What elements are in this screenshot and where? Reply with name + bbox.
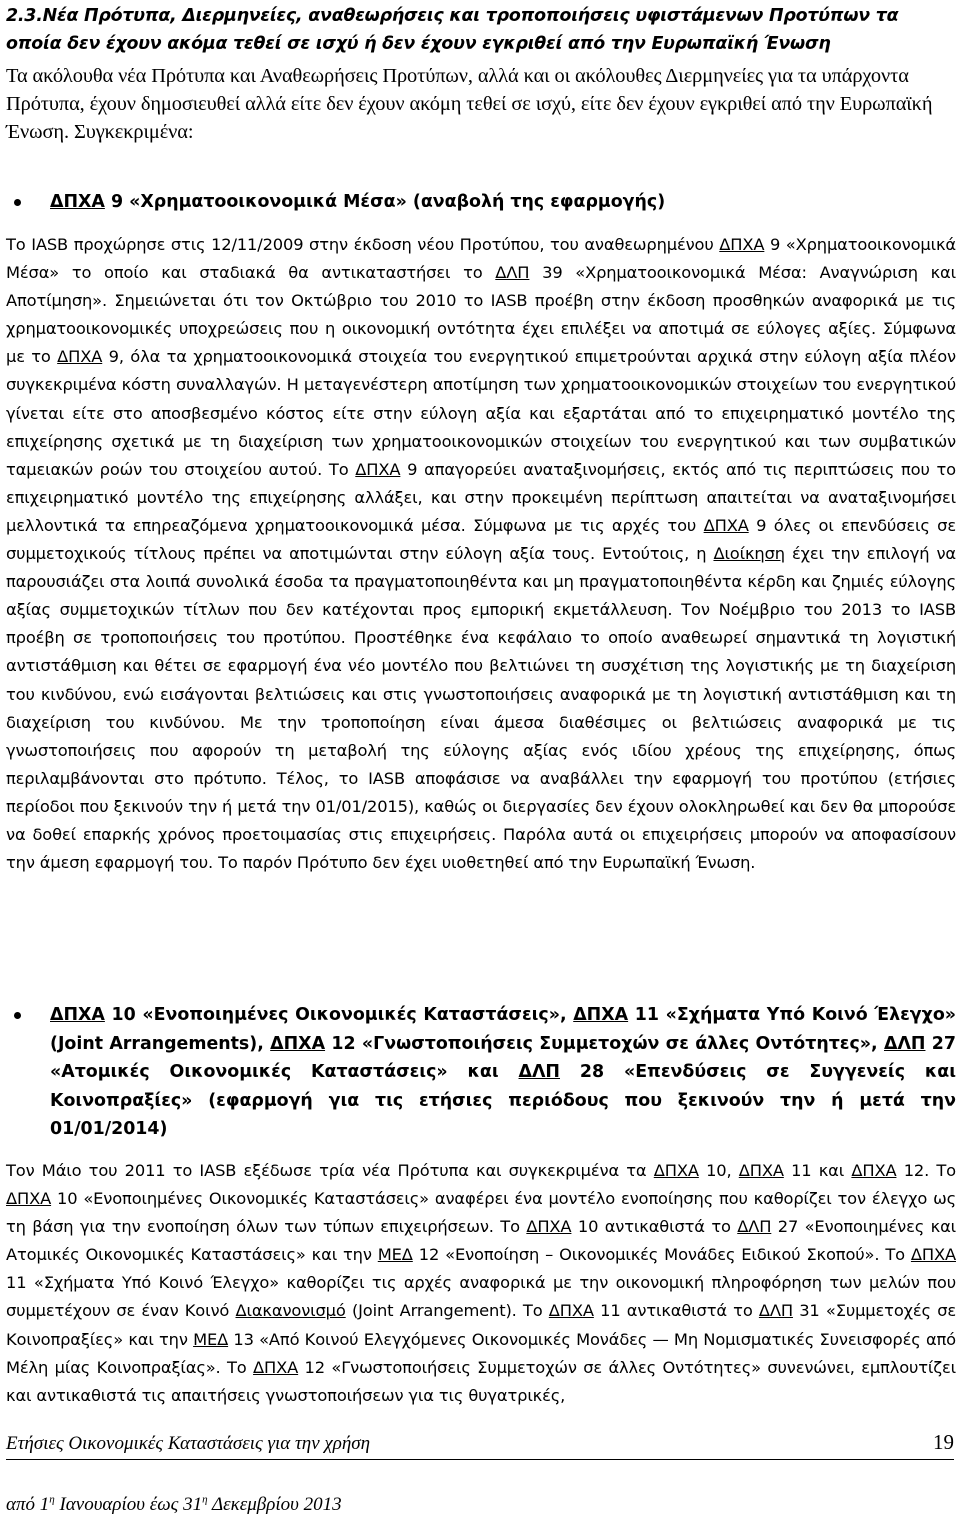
text-run-underlined: ΔΠΧΑ — [703, 515, 749, 535]
bullet-title-rest: 9 «Χρηματοοικονομικά Μέσα» (αναβολή της εφαρμογής) — [104, 192, 666, 212]
text-run: 11 αντικαθιστά το — [593, 1301, 759, 1321]
text-run: 9 όλες οι επενδύσεις σε συμμετοχικούς τίτλους πρέπει να αποτιμώνται στην εύλογη αξία τους. Εντούτοις, η — [6, 515, 956, 564]
text-run: 27 «Ατομικές Οικονομικές Καταστάσεις» και — [50, 1033, 956, 1082]
text-run: Το IASB προχώρησε στις 12/11/2009 στην έκδοση νέου Προτύπου, του αναθεωρημένου — [6, 235, 720, 254]
footer-period — [6, 1494, 342, 1516]
text-run-underlined: ΔΠΧΑ — [57, 347, 103, 367]
text-run: (Joint Arrangement). Το — [345, 1301, 549, 1321]
text-run: 10, — [698, 1161, 739, 1180]
text-run: 12. Το — [896, 1161, 956, 1180]
text-run: 12 «Ενοποίηση – Οικονομικές Μονάδες Ειδικού Σκοπού». Το — [412, 1245, 911, 1265]
text-run: 10 αντικαθιστά το — [571, 1217, 738, 1237]
text-run-underlined: ΔΠΧΑ — [50, 1005, 105, 1025]
text-run: 9 απαγορεύει αναταξινομήσεις, εκτός από τις περιπτώσεις που το επιχειρηματικό μοντέλο της επιχείρησης αλλάξει, και στην προκειμένη περίπτωση απαιτείται να αναταξινομήσει μελλοντικά τα επηρεαζόμενα χρηματοοικονομικά μέσα. Σύμφωνα με τις αρχές του — [6, 459, 956, 535]
text-run-underlined: ΔΠΧΑ — [573, 1005, 629, 1025]
bullet-title — [50, 188, 956, 217]
text-run-underlined: ΔΛΠ — [495, 263, 530, 283]
page-number: 19 — [933, 1430, 954, 1454]
text-run: 11 «Σχήματα Υπό Κοινό Έλεγχο» καθορίζει τις αρχές αναφορικά με την οικονομική πληροφόρηση των μελών που συμμετέχουν σε έναν Κοινό — [6, 1273, 956, 1321]
section-heading: 2.3.Νέα Πρότυπα, Διερμηνείες, αναθεωρήσεις και τροποποιήσεις υφιστάμενων Προτύπων τα οποία δεν έχουν ακόμα τεθεί σε ισχύ ή δεν έχουν εγκριθεί από την Ευρωπαϊκή Ένωση — [6, 6, 899, 54]
intro-paragraph: Τα ακόλουθα νέα Πρότυπα και Αναθεωρήσεις Προτύπων, αλλά και οι ακόλουθες Διερμηνείες για τα υπάρχοντα Πρότυπα, έχουν δημοσιευθεί αλλά είτε δεν έχουν ακόμη τεθεί σε ισχύ, είτε δεν έχουν εγκριθεί από την Ευρωπαϊκή Ένωση. Συγκεκριμένα: — [6, 65, 933, 143]
footer-title: Ετήσιες Οικονομικές Καταστάσεις για την χρήση — [6, 1433, 371, 1454]
text-run: 11 και — [783, 1161, 852, 1180]
text-run-underlined: ΔΠΧΑ — [548, 1301, 594, 1321]
text-run-underlined: ΔΠΧΑ — [526, 1217, 572, 1237]
text-run: 12 «Γνωστοποιήσεις Συμμετοχών σε άλλες Οντότητες» συνενώνει, εμπλουτίζει και αντικαθιστά τις απαιτήσεις γνωστοποιήσεων για τις θυγατρικές, — [6, 1357, 957, 1405]
text-run-underlined: ΔΛΠ — [737, 1217, 772, 1237]
bullet-title — [50, 1001, 956, 1144]
text-run: 9 «Χρηματοοικονομικά Μέσα» το οποίο και σταδιακά θα αντικαταστήσει το — [6, 235, 956, 283]
text-run: 10 «Ενοποιημένες Οικονομικές Καταστάσεις» αναφέρει ένα μοντέλο ενοποίησης που καθορίζει τον έλεγχο ως τη βάση για την ενοποίηση όλων των τύπων επιχειρήσεων. Το — [6, 1189, 956, 1237]
text-run: 12 «Γνωστοποιήσεις Συμμετοχών σε άλλες Οντότητες», — [325, 1033, 884, 1054]
text-run: έχει την επιλογή να παρουσιάζει στα λοιπά συνολικά έσοδα τα πραγματοποιηθέντα και μη πραγματοποιηθέντα κέρδη και ζημιές εύλογης αξίας συμμετοχικών τίτλων που δεν κατέχονται προς εμπορική εκμετάλλευση. Τον Νοέμβριο του 2013 το IASB προέβη σε τροποποιήσεις του προτύπου. Προστέθηκε ένα κεφάλαιο το οποίο αναθεωρεί σημαντικά τη λογιστική αντιστάθμιση και θέτει σε εφαρμογή ένα νέο μοντέλο που βελτιώνει τη συσχέτιση της λογιστικής με τη διαχείριση του κινδύνου, ενώ εισάγονται βελτιώσεις και στις γνωστοποιήσεις αναφορικά με τη λογιστική αντιστάθμιση και τη διαχείριση του κινδύνου. Με την τροποποίηση είναι άμεσα διαθέσιμες οι βελτιώσεις αναφορικά με τις γνωστοποιήσεις που αφορούν τη μεταβολή της εύλογης αξίας ενός ιδίου χρέους της επιχείρησης, όπως περιλαμβάνονται στο πρότυπο. Τέλος, το IASB αποφάσισε να αναβάλλει την εφαρμογή του προτύπου (ετήσιες περίοδοι που ξεκινούν την ή μετά την 01/01/2015), καθώς οι διεργασίες δεν έχουν ολοκληρωθεί και δεν θα μπορούσε να δοθεί επαρκής χρόνος προετοιμασίας στις επιχειρήσεις. Παρόλα αυτά οι επιχειρήσεις μπορούν να αποφασίσουν την άμεση εφαρμογή του. Το παρόν Πρότυπο δεν έχει υιοθετηθεί από την Ευρωπαϊκή Ένωση. — [6, 544, 957, 873]
text-run-underlined: Διοίκηση — [713, 544, 785, 564]
text-run: 10 «Ενοποιημένες Οικονομικές Καταστάσεις», — [104, 1005, 574, 1025]
text-run: Δεκεμβρίου 2013 — [207, 1494, 342, 1515]
bullet-dot-icon — [14, 1012, 21, 1019]
text-run-underlined: ΔΛΠ — [883, 1033, 926, 1054]
text-run-underlined: ΔΠΧΑ — [6, 1189, 52, 1209]
superscript: η — [202, 1493, 208, 1506]
text-run-underlined: ΔΠΧΑ — [270, 1033, 326, 1054]
ifrs9-paragraph — [6, 231, 956, 877]
text-run: από 1 — [6, 1494, 50, 1515]
bullet-dot-icon — [14, 199, 21, 206]
text-run: 39 «Χρηματοοικονομικά Μέσα: Αναγνώριση και Αποτίμηση». Σημειώνεται ότι τον Οκτώβριο του 2010 το IASB προέβη στην έκδοση προσθηκών αναφορικά με τις χρηματοοικονομικές υποχρεώσεις που η οικονομική οντότητα έχει επιλέξει να αποτιμά σε εύλογες αξίες. Σύμφωνα με το — [6, 263, 956, 367]
text-run-underlined: ΔΠΧΑ — [653, 1161, 699, 1180]
text-run-underlined: ΔΠΧΑ — [719, 235, 765, 254]
text-run: 28 «Επενδύσεις σε Συγγενείς και Κοινοπραξίες» (εφαρμογή για τις ετήσιες περιόδους που ξεκινούν την ή μετά την 01/01/2014) — [50, 1062, 956, 1139]
text-run: Ιανουαρίου έως 31 — [54, 1494, 203, 1515]
text-run: 11 «Σχήματα Υπό Κοινό Έλεγχο» (Joint Arrangements), — [50, 1005, 956, 1054]
text-run-underlined: Διακανονισμό — [235, 1301, 346, 1321]
text-run-underlined: ΔΛΠ — [518, 1062, 560, 1082]
superscript: η — [49, 1493, 55, 1506]
text-run-underlined: ΔΠΧΑ — [355, 459, 401, 479]
text-run-underlined: ΔΠΧΑ — [910, 1245, 956, 1265]
ifrs10-paragraph — [6, 1157, 956, 1410]
footer-divider — [6, 1459, 954, 1460]
text-run: 9, όλα τα χρηματοοικονομικά στοιχεία του ενεργητικού επιμετρούνται αρχικά στην εύλογη αξία πλέον συγκεκριμένα κόστη συναλλαγών. Η μεταγενέστερη αποτίμηση των χρηματοοικονομικών στοιχείων του ενεργητικού γίνεται είτε στο αποσβεσμένο κόστος είτε στην εύλογη αξία και εξαρτάται από το επιχειρηματικό μοντέλο της επιχείρησης σχετικά με τη διαχείριση των χρηματοοικονομικών στοιχείων του ενεργητικού και των συμβατικών ταμειακών ροών του στοιχείου αυτού. Το — [6, 347, 956, 479]
text-run-underlined: ΔΛΠ — [758, 1301, 793, 1321]
bullet-title-underlined: ΔΠΧΑ — [50, 192, 105, 212]
text-run-underlined: ΔΠΧΑ — [738, 1161, 784, 1180]
text-run: 27 «Ενοποιημένες και Ατομικές Οικονομικές Καταστάσεις» και την — [6, 1217, 957, 1265]
text-run-underlined: ΜΕΔ — [193, 1329, 229, 1349]
text-run: Τον Μάιο του 2011 το IASB εξέδωσε τρία νέα Πρότυπα και συγκεκριμένα τα — [6, 1161, 654, 1180]
text-run: 31 «Συμμετοχές σε Κοινοπραξίες» και την — [6, 1301, 957, 1349]
text-run-underlined: ΔΠΧΑ — [253, 1357, 299, 1377]
text-run-underlined: ΔΠΧΑ — [851, 1161, 897, 1180]
text-run: 13 «Από Κοινού Ελεγχόμενες Οικονομικές Μονάδες — Μη Νομισματικές Συνεισφορές από Μέλη μίας Κοινοπραξίας». Το — [6, 1329, 956, 1377]
text-run-underlined: ΜΕΔ — [377, 1245, 413, 1265]
